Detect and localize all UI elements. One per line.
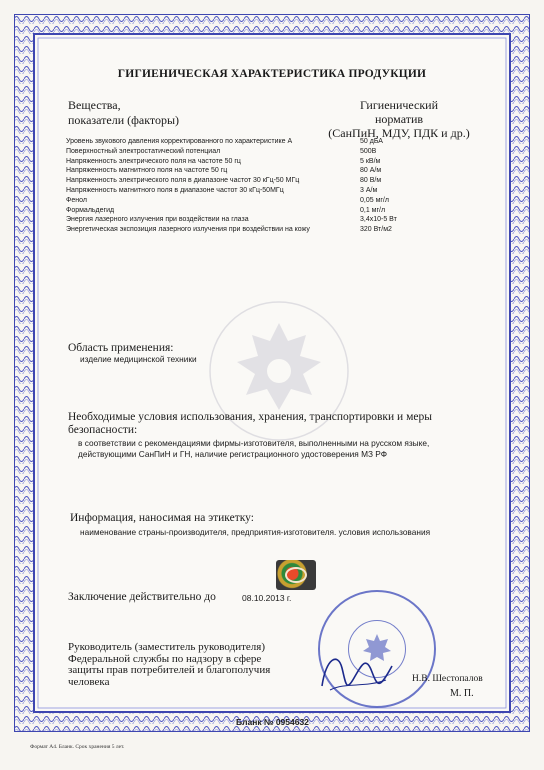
norms-header-line2: норматив xyxy=(374,112,424,126)
factor-name: Напряженность магнитного поля на частоте 50 гц xyxy=(66,167,228,175)
norms-header-line1: Гигиенический xyxy=(359,98,439,112)
signatory-line1: Руководитель (заместитель руководителя) xyxy=(68,641,265,653)
scope-label: Область применения: xyxy=(68,342,174,354)
signatory-line4: человека xyxy=(68,675,110,688)
factor-name: Напряженность магнитного поля в диапазоне частот 30 кГц-50МГц xyxy=(66,186,284,194)
factor-value: 5 кВ/м xyxy=(360,157,381,165)
factor-name: Энергетическая экспозиция лазерного излучения при воздействии на кожу xyxy=(66,226,310,234)
factor-name: Напряженность электрического поля на частоте 50 гц xyxy=(66,157,241,165)
norms-header-line3: (СанПиН, МДУ, ПДК и др.) xyxy=(328,126,470,140)
factor-name: Уровень звукового давления корректированного по характеристике А xyxy=(66,138,293,145)
conditions-label-line1: Необходимые условия использования, хранения, транспортировки и меры xyxy=(68,411,432,423)
factors-header-line2: показатели (факторы) xyxy=(68,113,180,127)
stamp-place-label: М. П. xyxy=(450,688,474,699)
table-row xyxy=(66,137,476,147)
factor-value: 3 А/м xyxy=(360,186,378,194)
factor-value: 80 В/м xyxy=(360,177,382,185)
factor-value: 0,05 мг/л xyxy=(360,196,389,204)
table-row xyxy=(66,147,476,157)
factor-value: 500В xyxy=(360,147,377,155)
factor-name: Фенол xyxy=(66,196,87,204)
table-row xyxy=(66,186,476,196)
factors-header-line1: Вещества, xyxy=(68,98,121,112)
factor-value: 0,1 мг/л xyxy=(360,206,386,214)
table-row xyxy=(66,215,476,225)
factor-value: 80 А/м xyxy=(360,167,382,175)
factor-value: 3,4х10-5 Вт xyxy=(360,216,397,224)
coat-of-arms-watermark-icon xyxy=(204,296,354,446)
factor-name: Поверхностный электростатический потенциал xyxy=(66,147,221,155)
validity-date: 08.10.2013 г. xyxy=(242,593,292,603)
norms-column-header xyxy=(318,98,480,140)
table-row xyxy=(66,157,476,167)
footer-note: Формат А4. Бланк. Срок хранения 5 лет. xyxy=(30,744,125,750)
conditions-value-line2: действующими СанПиН и ГН, наличие регистрационного удостоверения МЗ РФ xyxy=(78,449,388,459)
document-title: ГИГИЕНИЧЕСКАЯ ХАРАКТЕРИСТИКА ПРОДУКЦИИ xyxy=(117,68,427,80)
signatory-line3: защиты прав потребителей и благополучия xyxy=(68,664,271,676)
signatory-title xyxy=(68,642,270,688)
signatory-name: Н.В. Шестопалов xyxy=(412,674,483,684)
conditions-label-line2: безопасности: xyxy=(68,424,138,436)
table-row xyxy=(66,166,476,176)
hologram-mark-icon xyxy=(285,567,307,583)
table-row xyxy=(66,225,476,235)
factors-table xyxy=(66,137,476,235)
conditions-value-line1: в соответствии с рекомендациями фирмы-изготовителя, выполненными на русском языке, xyxy=(78,438,430,448)
table-row xyxy=(66,196,476,206)
label-info-label: Информация, наносимая на этикетку: xyxy=(70,512,254,524)
table-row xyxy=(66,206,476,216)
label-info-value: наименование страны-производителя, предприятия-изготовителя. условия использования xyxy=(80,527,431,537)
factor-name: Формальдегид xyxy=(66,206,115,214)
signature-icon xyxy=(316,648,396,696)
validity-label: Заключение действительно до xyxy=(68,591,216,603)
signatory-line2: Федеральной службы по надзору в сфере xyxy=(68,652,262,665)
blank-number: Бланк № 0954632 xyxy=(236,717,309,727)
table-row xyxy=(66,176,476,186)
factor-value: 50 дБА xyxy=(360,138,383,145)
factor-value: 320 Вт/м2 xyxy=(360,226,392,234)
factor-name: Энергия лазерного излучения при воздействии на глаза xyxy=(66,216,249,224)
scope-value: изделие медицинской техники xyxy=(80,354,197,364)
factors-column-header xyxy=(68,98,179,128)
factor-name: Напряженность электрического поля в диапазоне частот 30 кГц-50 МГц xyxy=(66,177,300,185)
